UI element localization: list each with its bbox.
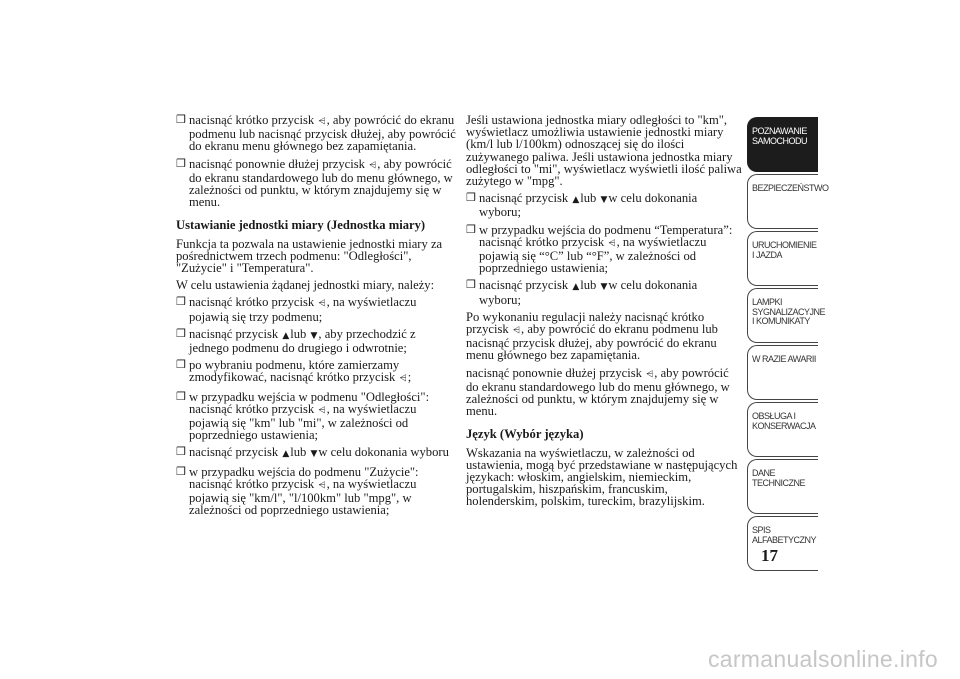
- tab-bezpieczenstwo[interactable]: BEZPIECZEŃSTWO: [747, 174, 818, 229]
- down-button-icon: ▼: [600, 282, 608, 293]
- list-item: ❒ nacisnąć przycisk ▲lub ▼w celu dokonania wyboru: [176, 445, 449, 460]
- up-button-icon: ▲: [282, 330, 290, 341]
- paragraph: Wskazania na wyświetlaczu, w zależności od ustawienia, mogą być przedstawiane w następujących językach: włoskim, angielskim, niemieckim, portugalskim, hiszpańskim, francuskim, holenderskim, polskim, tureckim, brazylijskim.: [466, 445, 738, 509]
- down-button-icon: ▼: [310, 449, 318, 460]
- list-item: ❒ w przypadku wejścia w podmenu "Odległości": nacisnąć krótko przycisk ⩤, na wyświetlaczu pojawią się "km" lub "mi", w zależności od poprzedniego ustawienia;: [176, 389, 430, 443]
- checkbox-icon: ❒: [176, 390, 186, 403]
- paragraph: Funkcja ta pozwala na ustawienie jednostki miary za pośrednictwem trzech podmenu: "Odległości", "Zużycie" i "Temperatura".: [176, 236, 443, 276]
- list-item: ❒ nacisnąć przycisk ▲lub ▼w celu dokonania wyboru;: [466, 191, 698, 220]
- checkbox-icon: ❒: [466, 223, 476, 236]
- down-button-icon: ▼: [310, 330, 318, 341]
- menu-button-icon: ⩤: [369, 160, 377, 171]
- list-item: ❒ w przypadku wejścia do podmenu "Zużycie": nacisnąć krótko przycisk ⩤, na wyświetlaczu pojawią się "km/l", "l/100km" lub "mpg", w zależności od poprzedniego ustawienia;: [176, 464, 419, 518]
- list-item: ❒ nacisnąć przycisk ▲lub ▼w celu dokonania wyboru;: [466, 278, 698, 307]
- tab-poznawanie-samochodu[interactable]: POZNAWANIE SAMOCHODU: [747, 117, 818, 172]
- right-column: [466, 114, 742, 513]
- menu-button-icon: ⩤: [318, 299, 326, 310]
- checkbox-icon: ❒: [176, 465, 186, 478]
- checkbox-icon: ❒: [176, 114, 186, 126]
- up-button-icon: ▲: [572, 282, 580, 293]
- menu-button-icon: ⩤: [512, 326, 521, 337]
- left-column: [176, 114, 458, 521]
- menu-button-icon: ⩤: [318, 480, 326, 491]
- tab-lampki-sygnalizacyjne[interactable]: LAMPKI SYGNALIZACYJNE I KOMUNIKATY: [747, 288, 818, 343]
- menu-button-icon: ⩤: [399, 374, 407, 385]
- section-heading: Ustawianie jednostki miary (Jednostka miary): [176, 218, 426, 233]
- up-button-icon: ▲: [282, 449, 290, 460]
- list-item: ❒ nacisnąć krótko przycisk ⩤, aby powrócić do ekranu podmenu lub nacisnąć przycisk dłużej, aby powrócić do ekranu menu głównego bez zapamiętania.: [176, 113, 456, 154]
- list-item: ❒ nacisnąć ponownie dłużej przycisk ⩤, aby powrócić do ekranu standardowego lub do menu głównego, w zależności od punktu, w którym znajdujemy się w menu.: [176, 156, 453, 210]
- tab-dane-techniczne[interactable]: DANE TECHNICZNE: [747, 459, 818, 514]
- checkbox-icon: ❒: [176, 157, 186, 170]
- checkbox-icon: ❒: [176, 296, 186, 309]
- watermark: carmanualsonline.info: [707, 646, 938, 672]
- up-button-icon: ▲: [572, 195, 580, 206]
- menu-button-icon: ⩤: [318, 405, 326, 416]
- menu-button-icon: ⩤: [646, 369, 654, 380]
- paragraph: Po wykonaniu regulacji należy nacisnąć krótko przycisk ⩤, aby powrócić do ekranu podmenu lub nacisnąć przycisk dłużej, aby powrócić do ekranu menu głównego bez zapamiętania.: [466, 309, 718, 363]
- checkbox-icon: ❒: [176, 446, 186, 459]
- checkbox-icon: ❒: [466, 279, 476, 292]
- list-item: ❒ nacisnąć krótko przycisk ⩤, na wyświetlaczu pojawią się trzy podmenu;: [176, 295, 417, 324]
- checkbox-icon: ❒: [466, 192, 476, 205]
- page-number: 17: [761, 546, 778, 565]
- menu-button-icon: ⩤: [608, 238, 616, 249]
- paragraph: W celu ustawienia żądanej jednostki miary, należy:: [176, 278, 435, 293]
- paragraph: Jeśli ustawiona jednostka miary odległości to "km", wyświetlacz umożliwia ustawienie jednostki miary (km/l lub l/100km) odnoszącej się do ilości zużywanego paliwa. Jeśli ustawiona jednostka miary odległości to "mi", wyświetlacz wyświetli ilość paliwa zużytego w "mpg".: [466, 113, 742, 189]
- menu-button-icon: ⩤: [318, 117, 326, 127]
- down-button-icon: ▼: [600, 195, 608, 206]
- tab-spis-alfabetyczny[interactable]: SPIS ALFABETYCZNY: [747, 516, 818, 571]
- tab-obsluga-i-konserwacja[interactable]: OBSŁUGA I KONSERWACJA: [747, 402, 818, 457]
- checkbox-icon: ❒: [176, 327, 186, 340]
- list-item: ❒ po wybraniu podmenu, które zamierzamy zmodyfikować, nacisnąć krótko przycisk ⩤;: [176, 358, 412, 385]
- section-heading: Język (Wybór języka): [466, 427, 584, 442]
- tab-uruchomienie-i-jazda[interactable]: URUCHOMIENIE I JAZDA: [747, 231, 818, 286]
- tab-w-razie-awarii[interactable]: W RAZIE AWARII: [747, 345, 818, 400]
- list-item: ❒ nacisnąć przycisk ▲lub ▼, aby przechodzić z jednego podmenu do drugiego i odwrotnie;: [176, 326, 416, 356]
- checkbox-icon: ❒: [176, 359, 186, 372]
- chapter-tabs: [747, 117, 829, 573]
- list-item: ❒ w przypadku wejścia do podmenu “Temperatura”: nacisnąć krótko przycisk ⩤, na wyświetlaczu pojawią się “°C” lub “°F”, w zależności od poprzedniego ustawienia;: [466, 222, 733, 276]
- paragraph: nacisnąć ponownie dłużej przycisk ⩤, aby powrócić do ekranu standardowego lub do menu głównego, w zależności od punktu, w którym znajdujemy się w menu.: [466, 365, 730, 419]
